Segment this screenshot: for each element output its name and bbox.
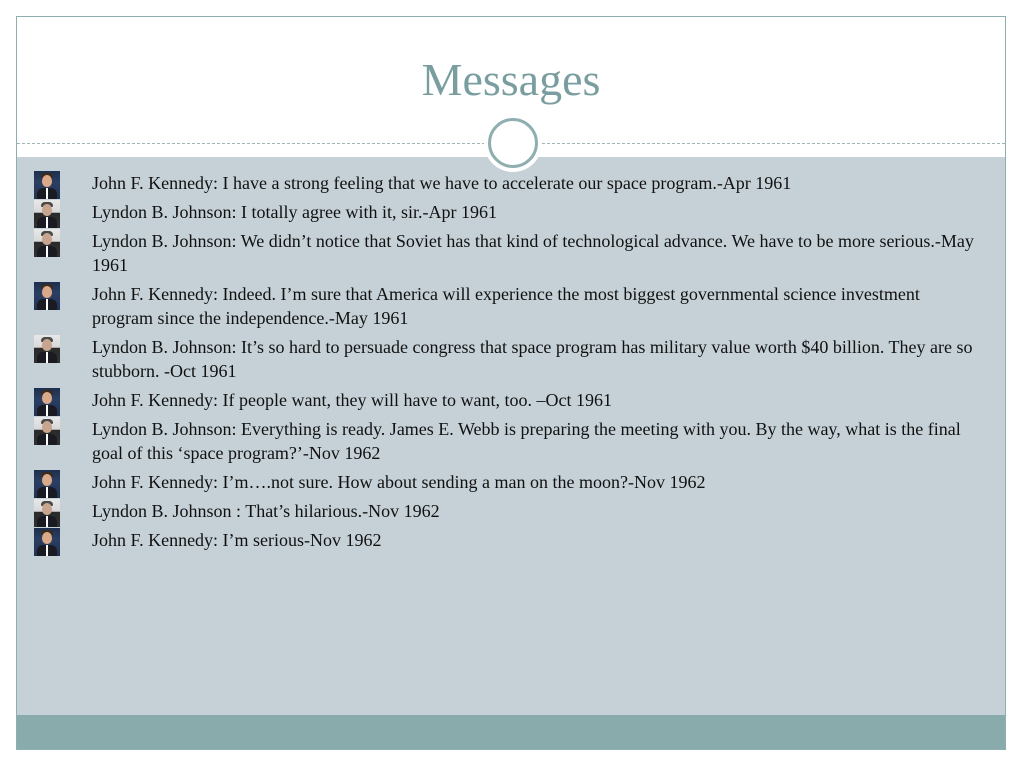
lbj-portrait-icon <box>34 229 60 257</box>
message-item <box>34 335 974 383</box>
message-text: John F. Kennedy: Indeed. I’m sure that America will experience the most biggest governmental science investment program since the independence.-May 1961 <box>92 284 920 328</box>
lbj-portrait-icon <box>34 499 60 527</box>
message-item <box>34 499 974 523</box>
message-text: Lyndon B. Johnson: It’s so hard to persuade congress that space program has military value worth $40 billion. They are so stubborn. -Oct 1961 <box>92 337 973 381</box>
message-item <box>34 282 974 330</box>
lbj-portrait-icon <box>34 417 60 445</box>
message-text: John F. Kennedy: I have a strong feeling that we have to accelerate our space program.-Apr 1961 <box>92 173 792 193</box>
message-text: Lyndon B. Johnson : That’s hilarious.-Nov 1962 <box>92 501 440 521</box>
slide-title: Messages <box>421 54 601 105</box>
message-item <box>34 229 974 277</box>
message-item <box>34 470 974 494</box>
message-item <box>34 417 974 465</box>
lbj-portrait-icon <box>34 200 60 228</box>
message-text: John F. Kennedy: If people want, they will have to want, too. –Oct 1961 <box>92 390 612 410</box>
jfk-portrait-icon <box>34 388 60 416</box>
lbj-portrait-icon <box>34 335 60 363</box>
message-item <box>34 200 974 224</box>
jfk-portrait-icon <box>34 171 60 199</box>
jfk-portrait-icon <box>34 528 60 556</box>
footer-band <box>17 715 1005 749</box>
message-list <box>34 171 974 557</box>
jfk-portrait-icon <box>34 282 60 310</box>
message-text: John F. Kennedy: I’m….not sure. How about sending a man on the moon?-Nov 1962 <box>92 472 706 492</box>
jfk-portrait-icon <box>34 470 60 498</box>
message-text: John F. Kennedy: I’m serious-Nov 1962 <box>92 530 382 550</box>
slide <box>16 16 1006 750</box>
message-text: Lyndon B. Johnson: We didn’t notice that Soviet has that kind of technological advance. We have to be more serious.-May 1961 <box>92 231 974 275</box>
message-item <box>34 171 974 195</box>
message-text: Lyndon B. Johnson: Everything is ready. James E. Webb is preparing the meeting with you. By the way, what is the final goal of this ‘space program?’-Nov 1962 <box>92 419 961 463</box>
divider-circle-icon <box>488 118 538 168</box>
message-item <box>34 388 974 412</box>
message-text: Lyndon B. Johnson: I totally agree with it, sir.-Apr 1961 <box>92 202 497 222</box>
message-item <box>34 528 974 552</box>
